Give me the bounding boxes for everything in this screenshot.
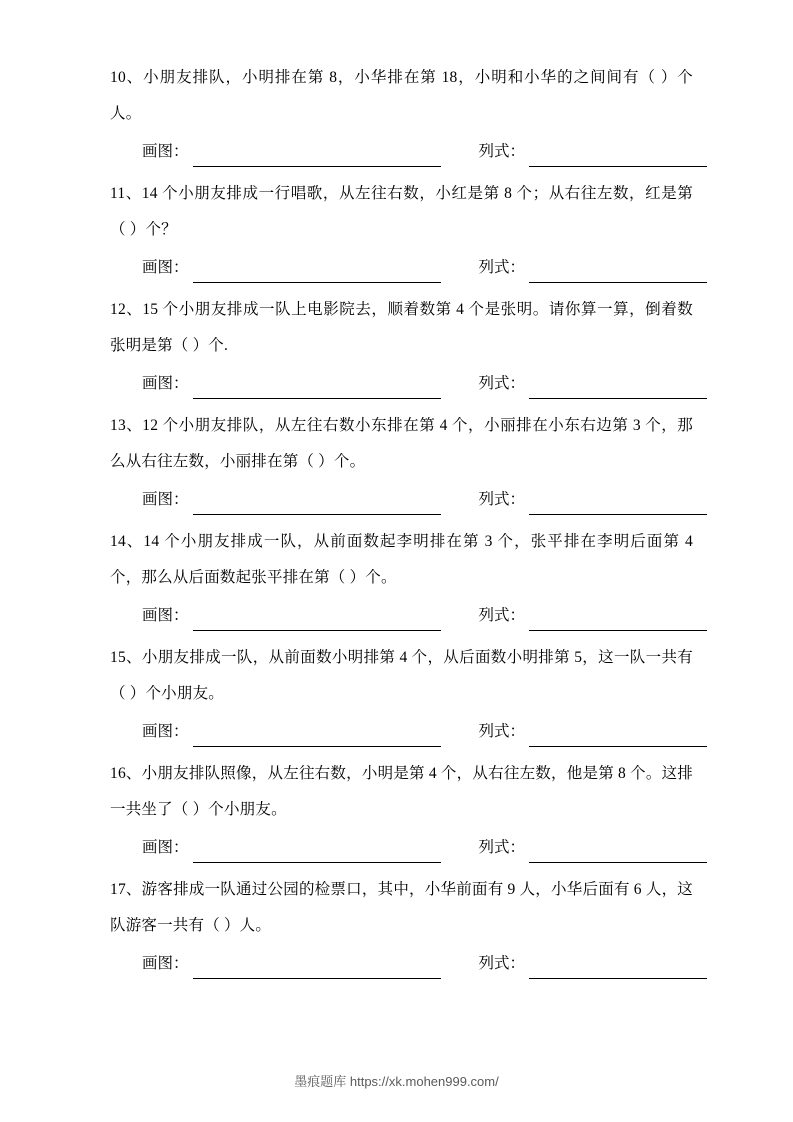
draw-field[interactable] xyxy=(142,601,441,631)
draw-blank[interactable] xyxy=(193,146,441,167)
problem-text: 10、小朋友排队，小明排在第 8，小华排在第 18，小明和小华的之间间有（ ）个人。 xyxy=(110,69,693,122)
expression-blank[interactable] xyxy=(529,842,707,863)
answer-row xyxy=(110,833,693,863)
problem-item xyxy=(110,292,693,399)
draw-label: 画图： xyxy=(142,259,189,276)
draw-field[interactable] xyxy=(142,949,441,979)
draw-field[interactable] xyxy=(142,369,441,399)
answer-row xyxy=(110,485,693,515)
draw-field[interactable] xyxy=(142,253,441,283)
draw-blank[interactable] xyxy=(193,262,441,283)
draw-blank[interactable] xyxy=(193,958,441,979)
draw-blank[interactable] xyxy=(193,378,441,399)
expression-field[interactable] xyxy=(479,833,708,863)
expression-blank[interactable] xyxy=(529,146,707,167)
problem-text: 12、15 个小朋友排成一队上电影院去，顺着数第 4 个是张明。请你算一算，倒着数张明是第（ ）个. xyxy=(110,301,693,354)
expression-blank[interactable] xyxy=(529,726,707,747)
draw-label: 画图： xyxy=(142,723,189,740)
draw-label: 画图： xyxy=(142,839,189,856)
problem-text: 15、小朋友排成一队，从前面数小明排第 4 个，从后面数小明排第 5，这一队一共有（ ）个小朋友。 xyxy=(110,649,693,702)
draw-label: 画图： xyxy=(142,375,189,392)
expression-blank[interactable] xyxy=(529,494,707,515)
expression-label: 列式： xyxy=(478,607,526,624)
problem-item xyxy=(110,640,693,747)
expression-label: 列式： xyxy=(478,143,526,160)
draw-label: 画图： xyxy=(142,491,189,508)
problem-item xyxy=(110,408,693,515)
draw-blank[interactable] xyxy=(193,494,441,515)
draw-field[interactable] xyxy=(142,833,441,863)
problem-text: 11、14 个小朋友排成一行唱歌，从左往右数，小红是第 8 个；从右往左数，红是第（ ）个？ xyxy=(110,185,693,238)
problem-item xyxy=(110,524,693,631)
draw-blank[interactable] xyxy=(193,610,441,631)
answer-row xyxy=(110,601,693,631)
problem-item xyxy=(110,872,693,979)
answer-row xyxy=(110,137,693,167)
expression-field[interactable] xyxy=(479,485,708,515)
problem-text: 16、小朋友排队照像，从左往右数，小明是第 4 个，从右往左数，他是第 8 个。这排一共坐了（ ）个小朋友。 xyxy=(110,765,693,818)
draw-label: 画图： xyxy=(142,143,189,160)
problem-text: 13、12 个小朋友排队，从左往右数小东排在第 4 个，小丽排在小东右边第 3 个，那么从右往左数，小丽排在第（ ）个。 xyxy=(110,417,693,470)
draw-field[interactable] xyxy=(142,137,441,167)
footer-watermark: 墨痕题库 https://xk.mohen999.com/ xyxy=(294,1074,499,1089)
problem-item xyxy=(110,756,693,863)
draw-blank[interactable] xyxy=(193,726,441,747)
expression-blank[interactable] xyxy=(529,378,707,399)
problem-text: 14、14 个小朋友排成一队，从前面数起李明排在第 3 个，张平排在李明后面第 4 个，那么从后面数起张平排在第（ ）个。 xyxy=(110,533,693,586)
expression-field[interactable] xyxy=(479,717,708,747)
problem-text: 17、游客排成一队通过公园的检票口，其中，小华前面有 9 人，小华后面有 6 人，这队游客一共有（ ）人。 xyxy=(110,881,693,934)
draw-field[interactable] xyxy=(142,717,441,747)
answer-row xyxy=(110,369,693,399)
expression-field[interactable] xyxy=(479,601,708,631)
draw-label: 画图： xyxy=(142,607,189,624)
draw-field[interactable] xyxy=(142,485,441,515)
expression-field[interactable] xyxy=(479,369,708,399)
expression-field[interactable] xyxy=(479,253,708,283)
answer-row xyxy=(110,717,693,747)
expression-label: 列式： xyxy=(478,491,526,508)
expression-label: 列式： xyxy=(478,375,526,392)
expression-label: 列式： xyxy=(478,259,526,276)
expression-field[interactable] xyxy=(479,949,708,979)
expression-blank[interactable] xyxy=(529,262,707,283)
expression-blank[interactable] xyxy=(529,958,707,979)
expression-label: 列式： xyxy=(478,955,526,972)
draw-label: 画图： xyxy=(142,955,189,972)
expression-label: 列式： xyxy=(478,839,526,856)
answer-row xyxy=(110,949,693,979)
expression-field[interactable] xyxy=(479,137,708,167)
answer-row xyxy=(110,253,693,283)
expression-label: 列式： xyxy=(478,723,526,740)
problem-item xyxy=(110,176,693,283)
expression-blank[interactable] xyxy=(529,610,707,631)
draw-blank[interactable] xyxy=(193,842,441,863)
problem-item xyxy=(110,60,693,167)
